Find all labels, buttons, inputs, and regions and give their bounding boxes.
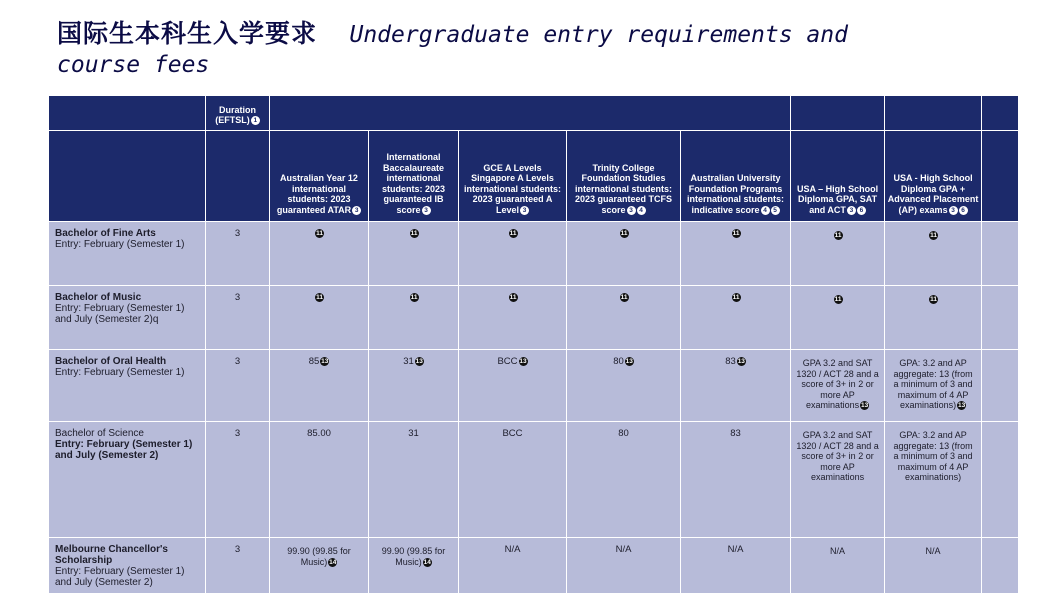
requirement-value: 83 [725,356,736,368]
table-row [49,350,1019,422]
footnote-marker: 11 [732,294,740,301]
footnote-marker: 11 [620,294,628,301]
requirement-cell [885,538,982,594]
footnote-marker: 11 [834,296,842,304]
blank-cell [982,222,1019,286]
header-blank [982,131,1019,222]
table-row [49,222,1019,286]
requirement-value: BCC [497,356,518,368]
table-row [49,286,1019,350]
footnote-marker: 11 [509,230,517,237]
requirement-cell [567,222,681,286]
program-cell [49,538,206,594]
header-blank [982,96,1019,131]
footnote-marker: 11 [509,294,517,301]
footnote-marker: 11 [410,294,418,301]
requirement-value: 83 [730,428,741,439]
requirement-cell [681,350,791,422]
program-name: Bachelor of Music [55,292,142,303]
duration-header-lower [206,131,270,222]
requirement-cell [681,538,791,594]
requirement-value: 31 [408,428,419,439]
duration-cell: 3 [206,286,270,350]
requirement-cell [270,350,369,422]
program-cell [49,422,206,538]
header-corner [49,96,206,131]
program-cell [49,350,206,422]
requirement-value: 99.90 (99.85 for Music) [287,546,351,567]
blank-cell [982,286,1019,350]
program-entry: Entry: February (Semester 1) and July (Semester 2)q [55,303,185,325]
footnote-marker: 3 [352,206,361,215]
footnote-marker: 3 [627,206,636,215]
requirement-cell [681,422,791,538]
requirement-cell [270,538,369,594]
column-header-label: GCE A Levels Singapore A Levels international students: 2023 guaranteed A Level [463,162,561,215]
requirement-cell [885,286,982,350]
column-header [369,131,459,222]
footnote-marker: 13 [519,358,527,365]
requirement-value: N/A [727,544,744,555]
program-name: Bachelor of Oral Health [55,356,167,367]
requirement-cell [885,350,982,422]
requirement-cell [885,422,982,538]
duration-cell: 3 [206,222,270,286]
footnote-marker: 1 [251,116,260,125]
program-cell [49,286,206,350]
duration-cell: 3 [206,422,270,538]
requirement-cell [567,350,681,422]
program-entry: Entry: February (Semester 1) and July (Semester 2) [55,439,193,461]
footnote-marker: 11 [930,296,937,304]
entry-requirements-table [48,95,1019,594]
page-title-english: Undergraduate entry requirements and [349,22,848,48]
column-header [791,131,885,222]
requirement-value: BCC [502,428,523,439]
blank-cell [982,538,1019,594]
footnote-marker: 11 [316,230,323,237]
requirement-cell [459,350,567,422]
requirement-cell [369,422,459,538]
requirement-cell [369,222,459,286]
header-blank [791,96,885,131]
requirement-cell [681,222,791,286]
footnote-marker: 11 [316,294,323,301]
footnote-marker: 13 [737,358,745,365]
footnote-marker: 3 [520,206,529,215]
footnote-marker: 14 [423,558,431,566]
column-header-label: International Baccalaureate international students: 2023 guaranteed IB score [381,152,446,215]
duration-header-label: Duration (EFTSL) [215,105,256,125]
footnote-marker: 3 [847,206,856,215]
page-title-block [57,14,957,78]
footnote-marker: 11 [620,230,628,237]
footnote-marker: 13 [625,358,633,365]
requirement-cell [567,538,681,594]
requirement-value: 80 [618,428,629,439]
footnote-marker: 4 [637,206,646,215]
page-title-english-line2: course fees [57,52,210,78]
program-name: Bachelor of Fine Arts [55,228,156,239]
program-entry: Entry: February (Semester 1) [55,239,185,250]
footnote-marker: 13 [860,402,869,410]
blank-cell [982,422,1019,538]
program-name: Bachelor of Science [55,428,144,439]
requirement-value: N/A [615,544,632,555]
header-corner-lower [49,131,206,222]
requirement-value: 31 [403,356,414,368]
requirement-cell [270,422,369,538]
column-header [270,131,369,222]
requirement-cell [791,286,885,350]
requirement-value: N/A [830,546,846,556]
requirement-value: N/A [504,544,521,555]
footnote-marker: 6 [857,206,866,215]
column-header-label: USA – High School Diploma GPA, SAT and ACT [796,183,879,215]
footnote-marker: 6 [959,206,968,215]
footnote-marker: 5 [771,206,780,215]
program-cell [49,222,206,286]
requirement-cell [369,350,459,422]
footnote-marker: 11 [410,230,418,237]
column-header-label: Australian Year 12 international students: 2023 guaranteed ATAR [276,173,358,215]
header-span-blank [270,96,791,131]
footnote-marker: 14 [329,558,337,566]
program-entry: Entry: February (Semester 1) [55,367,185,378]
requirement-cell [791,350,885,422]
footnote-marker: 13 [957,402,966,410]
requirement-value: GPA 3.2 and SAT 1320 / ACT 28 and a score of 3+ in 2 or more AP examinations [796,358,879,410]
column-header [459,131,567,222]
column-header [885,131,982,222]
column-header [681,131,791,222]
column-header [567,131,681,222]
requirement-cell [459,286,567,350]
requirement-cell [369,286,459,350]
footnote-marker: 11 [930,232,937,240]
requirement-value: 99.90 (99.85 for Music) [381,546,446,567]
requirement-cell [791,538,885,594]
blank-cell [982,350,1019,422]
requirement-cell [270,286,369,350]
requirement-value: GPA 3.2 and SAT 1320 / ACT 28 and a score of 3+ in 2 or more AP examinations [796,430,879,482]
requirement-value: GPA: 3.2 and AP aggregate: 13 (from a minimum of 3 and maximum of 4 AP examinations) [893,430,973,482]
footnote-marker: 13 [415,358,423,365]
requirement-value: GPA: 3.2 and AP aggregate: 13 (from a minimum of 3 and maximum of 4 AP examinations) [893,358,973,410]
duration-cell: 3 [206,350,270,422]
requirement-value: N/A [925,546,941,556]
page-title-chinese: 国际生本科生入学要求 [57,19,318,48]
requirement-cell [567,286,681,350]
header-blank [885,96,982,131]
duration-cell: 3 [206,538,270,594]
requirement-cell [459,538,567,594]
requirement-cell [791,222,885,286]
column-header-label: Trinity College Foundation Studies international students: 2023 guaranteed TCFS score [574,162,673,215]
footnote-marker: 3 [422,206,431,215]
program-name: Melbourne Chancellor's Scholarship [55,544,168,566]
footnote-marker: 3 [949,206,958,215]
footnote-marker: 13 [321,358,329,365]
column-header-label: USA - High School Diploma GPA + Advanced Placement (AP) exams [887,173,979,215]
column-header-label: Australian University Foundation Programs international students: indicative score [687,173,785,215]
requirement-cell [885,222,982,286]
table-row [49,422,1019,538]
requirement-cell [681,286,791,350]
requirement-cell [459,422,567,538]
program-entry: Entry: February (Semester 1) and July (Semester 2) [55,566,185,588]
requirement-cell [369,538,459,594]
table-row [49,538,1019,594]
requirement-cell [459,222,567,286]
requirement-value: 80 [613,356,624,368]
requirement-cell [791,422,885,538]
requirement-cell [270,222,369,286]
requirement-value: 85.00 [307,428,331,439]
footnote-marker: 11 [834,232,842,240]
footnote-marker: 4 [761,206,770,215]
footnote-marker: 11 [732,230,740,237]
requirement-cell [567,422,681,538]
duration-header [206,96,270,131]
requirement-value: 85 [308,356,320,368]
